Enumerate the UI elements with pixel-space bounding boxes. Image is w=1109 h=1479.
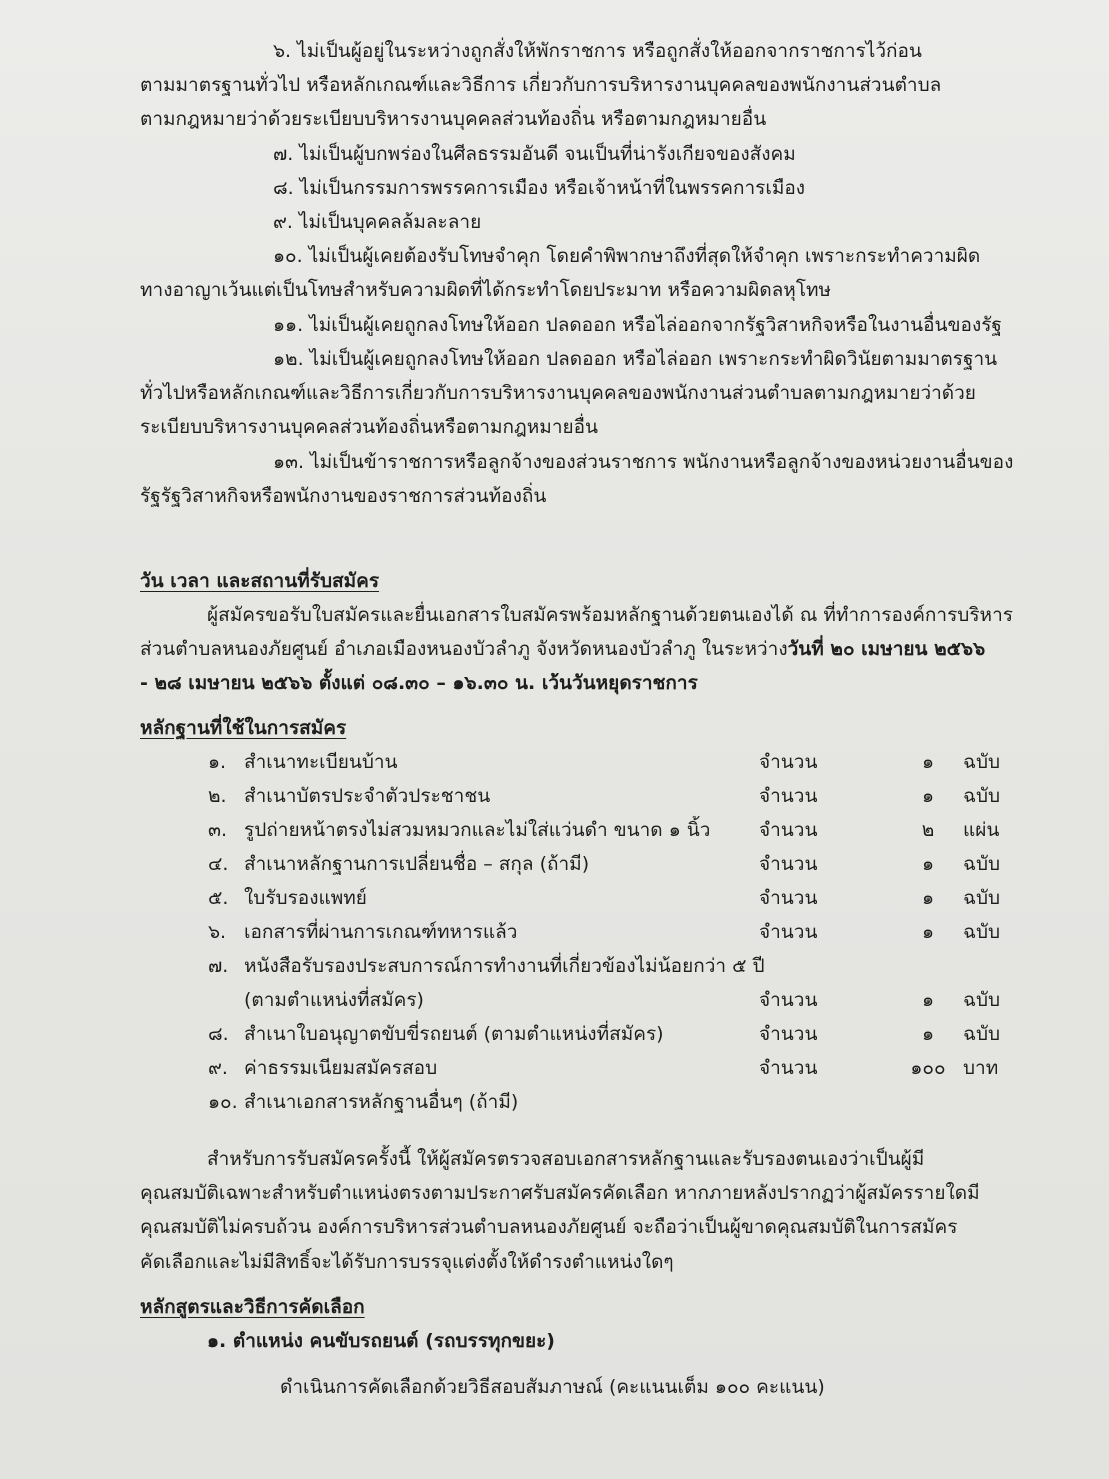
item-qty-label: จำนวน [759, 819, 818, 841]
application-period-heading: วัน เวลา และสถานที่รับสมัคร [140, 570, 380, 592]
item-qty-label: จำนวน [759, 751, 818, 773]
item-name: ใบรับรองแพทย์ [244, 887, 367, 909]
item-number: ๔. [208, 853, 229, 875]
qualification-line: ๗. ไม่เป็นผู้บกพร่องในศีลธรรมอันดี จนเป็นที่น่ารังเกียจของสังคม [273, 143, 796, 165]
item-unit: ฉบับ [963, 785, 1001, 807]
item-number: ๕. [208, 887, 229, 909]
application-period-text: ส่วนตำบลหนองภัยศูนย์ อำเภอเมืองหนองบัวลำภู จังหวัดหนองบัวลำภู ในระหว่าง [140, 638, 788, 660]
qualification-line: ๑๒. ไม่เป็นผู้เคยถูกลงโทษให้ออก ปลดออก หรือไล่ออก เพราะกระทำผิดวินัยตามมาตรฐาน [273, 348, 998, 370]
item-number: ๙. [208, 1057, 228, 1079]
item-qty: ๑ [921, 921, 935, 943]
item-unit: บาท [963, 1057, 999, 1079]
note-line: คุณสมบัติเฉพาะสำหรับตำแหน่งตรงตามประกาศรับสมัครคัดเลือก หากภายหลังปรากฏว่าผู้สมัครรายใดมี [140, 1182, 980, 1204]
application-period-line [140, 636, 985, 662]
note-line: คัดเลือกและไม่มีสิทธิ์จะได้รับการบรรจุแต่งตั้งให้ดำรงตำแหน่งใดๆ [140, 1251, 674, 1273]
item-number: ๑๐. [208, 1091, 238, 1113]
item-number: ๑. [208, 751, 227, 773]
qualification-line: ระเบียบบริหารงานบุคคลส่วนท้องถิ่นหรือตามกฎหมายอื่น [140, 416, 599, 438]
qualification-line: ๘. ไม่เป็นกรรมการพรรคการเมือง หรือเจ้าหน้าที่ในพรรคการเมือง [273, 177, 806, 199]
item-name: สำเนาเอกสารหลักฐานอื่นๆ (ถ้ามี) [244, 1091, 519, 1113]
item-name: หนังสือรับรองประสบการณ์การทำงานที่เกี่ยวข้องไม่น้อยกว่า ๕ ปี [244, 955, 765, 977]
qualification-line: ๖. ไม่เป็นผู้อยู่ในระหว่างถูกสั่งให้พักราชการ หรือถูกสั่งให้ออกจากราชการไว้ก่อน [273, 40, 922, 62]
item-qty-label: จำนวน [759, 1057, 818, 1079]
item-number: ๖. [208, 921, 227, 943]
item-unit: แผ่น [963, 819, 1000, 841]
item-unit: ฉบับ [963, 1023, 1001, 1045]
item-name: สำเนาบัตรประจำตัวประชาชน [244, 785, 491, 807]
item-name: สำเนาทะเบียนบ้าน [244, 751, 398, 773]
selection-method: ดำเนินการคัดเลือกด้วยวิธีสอบสัมภาษณ์ (คะแนนเต็ม ๑๐๐ คะแนน) [280, 1376, 825, 1398]
item-unit: ฉบับ [963, 921, 1001, 943]
item-number: ๗. [208, 955, 229, 977]
item-qty: ๑ [921, 785, 935, 807]
application-period-line: - ๒๘ เมษายน ๒๕๖๖ ตั้งแต่ ๐๘.๓๐ – ๑๖.๓๐ น. เว้นวันหยุดราชการ [140, 672, 698, 694]
item-qty: ๑๐๐ [910, 1057, 946, 1079]
note-line: สำหรับการรับสมัครครั้งนี้ ให้ผู้สมัครตรวจสอบเอกสารหลักฐานและรับรองตนเองว่าเป็นผู้มี [207, 1148, 925, 1170]
item-name: สำเนาหลักฐานการเปลี่ยนชื่อ – สกุล (ถ้ามี) [244, 853, 590, 875]
item-unit: ฉบับ [963, 989, 1001, 1011]
documents-heading: หลักฐานที่ใช้ในการสมัคร [140, 717, 347, 739]
qualification-line: ๑๐. ไม่เป็นผู้เคยต้องรับโทษจำคุก โดยคำพิพากษาถึงที่สุดให้จำคุก เพราะกระทำความผิด [273, 245, 981, 267]
selection-heading: หลักสูตรและวิธีการคัดเลือก [140, 1296, 365, 1318]
item-name: เอกสารที่ผ่านการเกณฑ์ทหารแล้ว [244, 921, 518, 943]
qualification-line: ๑๓. ไม่เป็นข้าราชการหรือลูกจ้างของส่วนราชการ พนักงานหรือลูกจ้างของหน่วยงานอื่นของ [273, 451, 1014, 473]
item-name: สำเนาใบอนุญาตขับขี่รถยนต์ (ตามตำแหน่งที่สมัคร) [244, 1023, 664, 1045]
item-unit: ฉบับ [963, 853, 1001, 875]
qualification-line: ตามกฎหมายว่าด้วยระเบียบบริหารงานบุคคลส่วนท้องถิ่น หรือตามกฎหมายอื่น [140, 108, 767, 130]
selection-position: ๑. ตำแหน่ง คนขับรถยนต์ (รถบรรทุกขยะ) [207, 1330, 555, 1352]
item-qty: ๑ [921, 989, 935, 1011]
item-name: รูปถ่ายหน้าตรงไม่สวมหมวกและไม่ใส่แว่นดำ ขนาด ๑ นิ้ว [244, 819, 711, 841]
qualification-line: ตามมาตรฐานทั่วไป หรือหลักเกณฑ์และวิธีการ เกี่ยวกับการบริหารงานบุคคลของพนักงานส่วนตำบล [140, 74, 942, 96]
item-name: ค่าธรรมเนียมสมัครสอบ [244, 1057, 438, 1079]
item-qty: ๒ [921, 819, 935, 841]
item-unit: ฉบับ [963, 887, 1001, 909]
qualification-line: ทั่วไปหรือหลักเกณฑ์และวิธีการเกี่ยวกับการบริหารงานบุคคลของพนักงานส่วนตำบลตามกฎหมายว่าด้วย [140, 382, 976, 404]
item-unit: ฉบับ [963, 751, 1001, 773]
item-qty-label: จำนวน [759, 785, 818, 807]
item-qty: ๑ [921, 1023, 935, 1045]
note-line: คุณสมบัติไม่ครบถ้วน องค์การบริหารส่วนตำบลหนองภัยศูนย์ จะถือว่าเป็นผู้ขาดคุณสมบัติในการสมัคร [140, 1216, 958, 1238]
item-qty-label: จำนวน [759, 989, 818, 1011]
qualification-line: รัฐรัฐวิสาหกิจหรือพนักงานของราชการส่วนท้องถิ่น [140, 485, 547, 507]
item-qty: ๑ [921, 887, 935, 909]
item-number: ๓. [208, 819, 228, 841]
item-qty-label: จำนวน [759, 1023, 818, 1045]
qualification-line: ทางอาญาเว้นแต่เป็นโทษสำหรับความผิดที่ได้กระทำโดยประมาท หรือความผิดลหุโทษ [140, 279, 832, 301]
qualification-line: ๙. ไม่เป็นบุคคลล้มละลาย [273, 211, 482, 233]
qualification-line: ๑๑. ไม่เป็นผู้เคยถูกลงโทษให้ออก ปลดออก หรือไล่ออกจากรัฐวิสาหกิจหรือในงานอื่นของรัฐ [273, 314, 1002, 336]
item-qty: ๑ [921, 853, 935, 875]
application-period-line: ผู้สมัครขอรับใบสมัครและยื่นเอกสารใบสมัครพร้อมหลักฐานด้วยตนเองได้ ณ ที่ทำการองค์การบริหาร [207, 604, 1013, 626]
item-qty: ๑ [921, 751, 935, 773]
application-start-date: วันที่ ๒๐ เมษายน ๒๕๖๖ [787, 638, 986, 660]
item-number: ๒. [208, 785, 227, 807]
item-number: ๘. [208, 1023, 229, 1045]
item-name: (ตามตำแหน่งที่สมัคร) [244, 989, 424, 1011]
item-qty-label: จำนวน [759, 921, 818, 943]
item-qty-label: จำนวน [759, 853, 818, 875]
item-qty-label: จำนวน [759, 887, 818, 909]
